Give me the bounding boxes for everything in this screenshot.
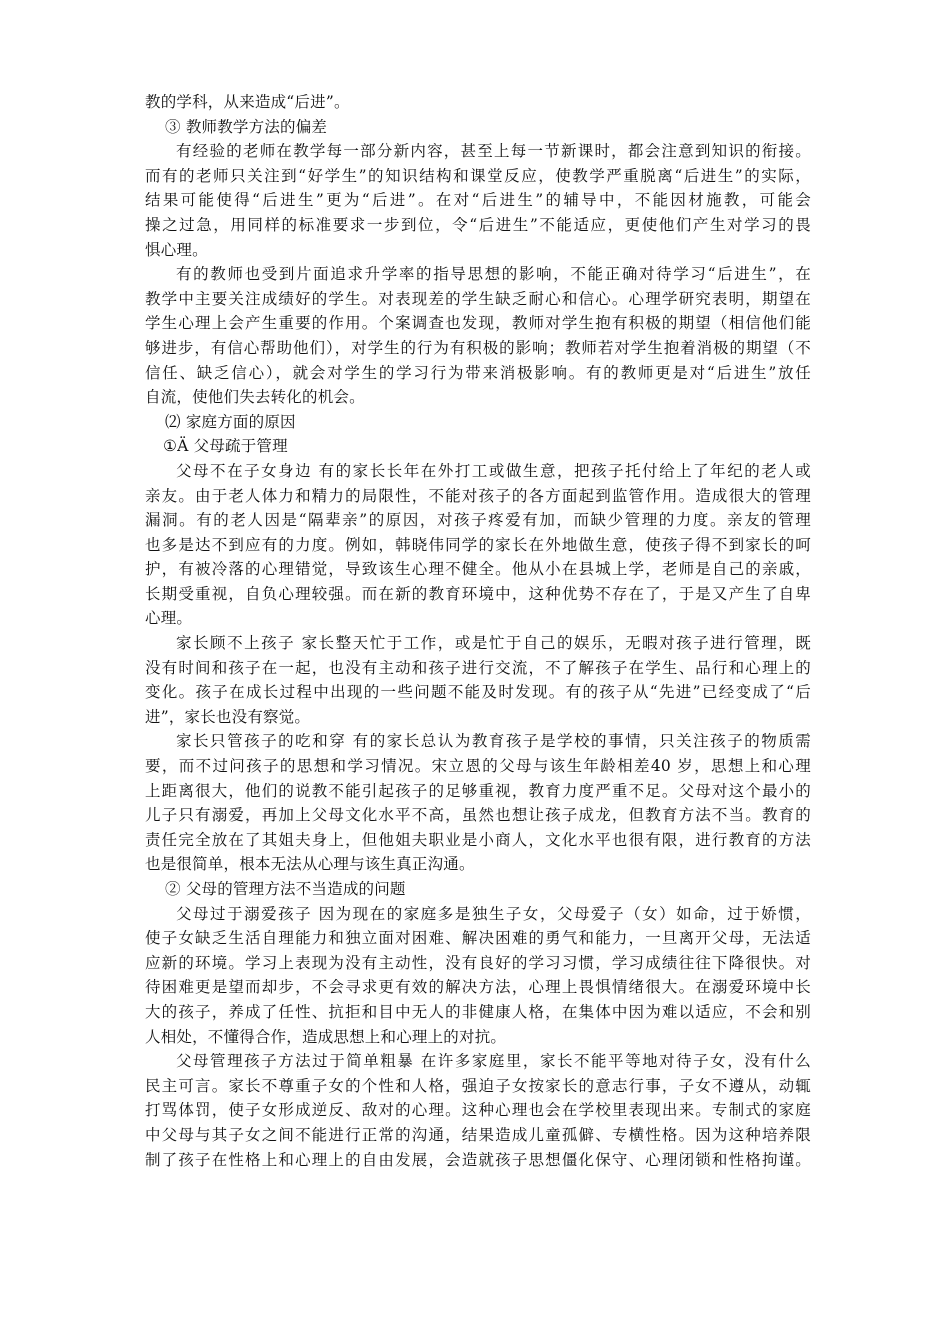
text-line: 教学中主要关注成绩好的学生。对表现差的学生缺乏耐心和信心。心理学研究表明，期望在	[145, 289, 811, 308]
text-line: ⑵ 家庭方面的原因	[165, 412, 296, 431]
text-line: 父母过于溺爱孩子 因为现在的家庭多是独生子女，父母爱子（女）如命，过于娇惯，	[176, 904, 811, 923]
text-line: 制了孩子在性格上和心理上的自由发展，会造就孩子思想僵化保守、心理闭锁和性格拘谨。	[145, 1150, 811, 1169]
text-line: 护，有被冷落的心理错觉，导致该生心理不健全。他从小在县城上学，老师是自己的亲戚，	[145, 560, 811, 579]
text-line: 儿子只有溺爱，再加上父母文化水平不高，虽然也想让孩子成龙，但教育方法不当。教育的	[145, 806, 811, 825]
text-line: 心理。	[145, 609, 193, 628]
text-line: 也多是达不到应有的力度。例如，韩晓伟同学的家长在外地做生意，使孩子得不到家长的呵	[145, 535, 811, 554]
text-line: 家长只管孩子的吃和穿 有的家长总认为教育孩子是学校的事情，只关注孩子的物质需	[176, 732, 811, 751]
text-line: 父母管理孩子方法过于简单粗暴 在许多家庭里，家长不能平等地对待子女，没有什么	[176, 1052, 811, 1071]
text-line: 而有的老师只关注到“好学生”的知识结构和课堂反应，使教学严重脱离“后进生”的实际，	[145, 166, 811, 185]
text-line: 家长顾不上孩子 家长整天忙于工作，或是忙于自己的娱乐，无暇对孩子进行管理，既	[176, 634, 811, 653]
text-line: 变化。孩子在成长过程中出现的一些问题不能及时发现。有的孩子从“先进”已经变成了“后	[145, 683, 811, 702]
text-line: 人相处，不懂得合作，造成思想上和心理上的对抗。	[145, 1027, 507, 1046]
document-page	[145, 90, 811, 1172]
text-line: 责任完全放在了其姐夫身上，但他姐夫职业是小商人，文化水平也很有限，进行教育的方法	[145, 830, 811, 849]
text-line: ③ 教师教学方法的偏差	[165, 117, 328, 136]
text-line: ①Ä 父母疏于管理	[163, 437, 288, 456]
text-line: 民主可言。家长不尊重子女的个性和人格，强迫子女按家长的意志行事，子女不遵从，动辄	[145, 1076, 811, 1095]
text-line: ② 父母的管理方法不当造成的问题	[165, 880, 406, 898]
text-line: 没有时间和孩子在一起，也没有主动和孩子进行交流，不了解孩子在学生、品行和心理上的	[145, 658, 811, 677]
text-line: 结果可能使得“后进生”更为“后进”。在对“后进生”的辅导中，不能因材施教，可能会	[145, 191, 811, 210]
text-line: 自流，使他们失去转化的机会。	[145, 388, 365, 407]
text-line: 大的孩子，养成了任性、抗拒和目中无人的非健康人格，在集体中因为难以适应，不会和别	[145, 1002, 811, 1021]
text-line: 有经验的老师在教学每一部分新内容，甚至上每一节新课时，都会注意到知识的衔接。	[176, 142, 811, 161]
text-line: 进”，家长也没有察觉。	[145, 707, 311, 726]
text-line: 中父母与其子女之间不能进行正常的沟通，结果造成儿童孤僻、专横性格。因为这种培养限	[145, 1125, 811, 1144]
text-line: 亲友。由于老人体力和精力的局限性，不能对孩子的各方面起到监管作用。造成很大的管理	[145, 486, 811, 505]
text-line: 教的学科，从来造成“后进”。	[145, 93, 350, 111]
text-line: 学生心理上会产生重要的作用。个案调查也发现，教师对学生抱有积极的期望（相信他们能	[145, 314, 811, 333]
text-line: 父母不在子女身边 有的家长长年在外打工或做生意，把孩子托付给上了年纪的老人或	[176, 461, 811, 480]
text-line: 上距离很大，他们的说教不能引起孩子的足够重视，教育力度严重不足。父母对这个最小的	[145, 781, 811, 800]
text-line: 有的教师也受到片面追求升学率的指导思想的影响，不能正确对待学习“后进生”，在	[176, 265, 811, 284]
text-line: 打骂体罚，使子女形成逆反、敌对的心理。这种心理也会在学校里表现出来。专制式的家庭	[145, 1101, 811, 1120]
text-line: 够进步，有信心帮助他们），对学生的行为有积极的影响；教师若对学生抱着消极的期望（不	[145, 338, 811, 357]
text-line: 信任、缺乏信心），就会对学生的学习行为带来消极影响。有的教师更是对“后进生”放任	[145, 363, 811, 382]
text-line: 应新的环境。学习上表现为没有主动性，没有良好的学习习惯，学习成绩往往下降很快。对	[145, 953, 811, 972]
text-line: 漏洞。有的老人因是“隔辈亲”的原因，对孩子疼爱有加，而缺少管理的力度。亲友的管理	[145, 511, 811, 530]
text-line: 使子女缺乏生活自理能力和独立面对困难、解决困难的勇气和能力，一旦离开父母，无法适	[145, 929, 811, 948]
text-line: 惧心理。	[145, 240, 208, 259]
text-line: 长期受重视，自负心理较强。而在新的教育环境中，这种优势不存在了，于是又产生了自卑	[145, 584, 811, 603]
text-line: 操之过急，用同样的标准要求一步到位，令“后进生”不能适应，更使他们产生对学习的畏	[145, 215, 811, 234]
text-line: 待困难更是望而却步，不会寻求更有效的解决方法，心理上畏惧情绪很大。在溺爱环境中长	[145, 978, 811, 997]
text-line: 要，而不过问孩子的思想和学习情况。宋立恩的父母与该生年龄相差40 岁，思想上和心理	[145, 757, 811, 776]
text-line: 也是很简单，根本无法从心理与该生真正沟通。	[145, 855, 475, 874]
